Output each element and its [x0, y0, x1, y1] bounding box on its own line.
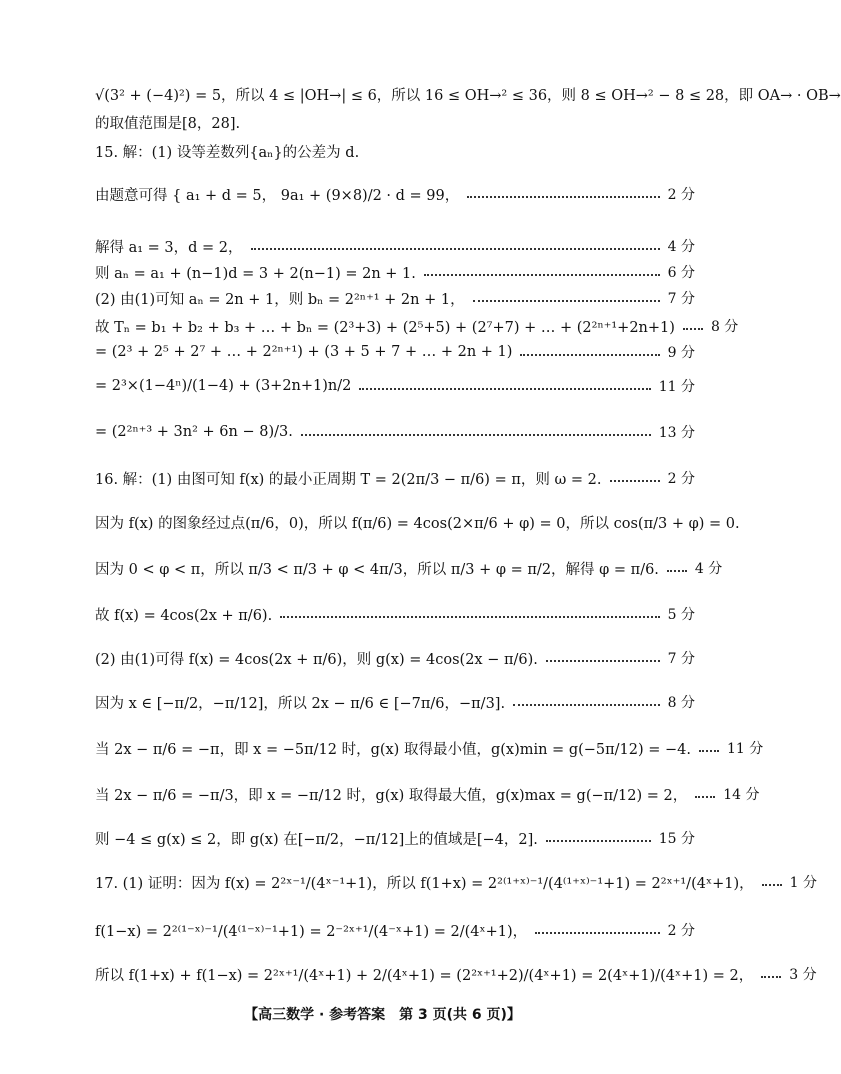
score-label: 3 分	[789, 967, 817, 983]
answer-line-text: 15. 解：(1) 设等差数列{aₙ}的公差为 d.	[95, 144, 360, 161]
score-label: 11 分	[727, 741, 764, 757]
answer-line-text: 所以 f(1+x) + f(1−x) = 2²ˣ⁺¹/(4ˣ+1) + 2/(4ˣ+1) = (2²ˣ⁺¹+2)/(4ˣ+1) = 2(4ˣ+1)/(4ˣ+1) = 2，	[95, 967, 754, 984]
answer-line	[95, 258, 695, 286]
answer-line-text: √(3² + (−4)²) = 5，所以 4 ≤ |OH→| ≤ 6，所以 16 ≤ OH→² ≤ 36，则 8 ≤ OH→² − 8 ≤ 28，即 OA→ · OB→	[95, 87, 841, 104]
score-label: 13 分	[658, 425, 695, 441]
answer-line	[95, 312, 739, 340]
dot-leader	[467, 196, 659, 198]
answer-line-text: 故 f(x) = 4cos(2x + π/6).	[95, 607, 273, 624]
score-label: 2 分	[667, 923, 695, 939]
dot-leader	[424, 274, 660, 276]
answer-line	[95, 284, 695, 312]
score-label: 2 分	[667, 187, 695, 203]
dot-leader	[513, 704, 660, 706]
answer-line-text: (2) 由(1)可得 f(x) = 4cos(2x + π/6)，则 g(x) = 4cos(2x − π/6).	[95, 651, 538, 668]
answer-line-text: 因为 x ∈ [−π/2，−π/12]，所以 2x − π/6 ∈ [−7π/6，−π/3].	[95, 695, 506, 712]
dot-leader	[473, 300, 660, 302]
score-label: 5 分	[667, 607, 695, 623]
answer-line-text: 16. 解：(1) 由图可知 f(x) 的最小正周期 T = 2(2π/3 − π/6) = π，则 ω = 2.	[95, 471, 602, 488]
answer-line	[95, 418, 695, 446]
answer-line	[95, 644, 695, 672]
answer-line-text: = 2³×(1−4ⁿ)/(1−4) + (3+2n+1)n/2	[95, 378, 352, 394]
answer-line	[95, 180, 695, 208]
page-footer: 【高三数学 · 参考答案 第 3 页(共 6 页)】	[244, 1007, 521, 1023]
dot-leader	[535, 932, 659, 934]
answer-line	[95, 464, 695, 492]
answer-line-text: 由题意可得 { a₁ + d = 5， 9a₁ + (9×8)/2 · d = 99，	[95, 187, 460, 204]
score-label: 4 分	[667, 239, 695, 255]
answer-line	[95, 824, 695, 852]
answer-line-text: 17. (1) 证明：因为 f(x) = 2²ˣ⁻¹/(4ˣ⁻¹+1)，所以 f(1+x) = 2²⁽¹⁺ˣ⁾⁻¹/(4⁽¹⁺ˣ⁾⁻¹+1) = 2²ˣ⁺¹/(4ˣ+1)，	[95, 875, 754, 892]
dot-leader	[520, 354, 659, 356]
answer-line-text: = (2³ + 2⁵ + 2⁷ + … + 2²ⁿ⁺¹) + (3 + 5 + 7 + … + 2n + 1)	[95, 344, 513, 360]
answer-line-text: 则 aₙ = a₁ + (n−1)d = 3 + 2(n−1) = 2n + 1.	[95, 265, 416, 282]
score-label: 7 分	[667, 291, 695, 307]
dot-leader	[359, 388, 650, 390]
answer-line-text: 故 Tₙ = b₁ + b₂ + b₃ + … + bₙ = (2³+3) + (2⁵+5) + (2⁷+7) + … + (2²ⁿ⁺¹+2n+1)	[95, 319, 675, 336]
dot-leader	[699, 750, 719, 752]
score-label: 6 分	[667, 265, 695, 281]
answer-line	[95, 372, 695, 400]
answer-line	[95, 916, 695, 944]
answer-line-text: f(1−x) = 2²⁽¹⁻ˣ⁾⁻¹/(4⁽¹⁻ˣ⁾⁻¹+1) = 2⁻²ˣ⁺¹/(4⁻ˣ+1) = 2/(4ˣ+1)，	[95, 923, 528, 940]
score-label: 8 分	[710, 319, 739, 335]
score-label: 4 分	[694, 561, 723, 577]
answer-line-text: 则 −4 ≤ g(x) ≤ 2，即 g(x) 在[−π/2，−π/12]上的值域是[−4，2].	[95, 831, 538, 848]
score-label: 11 分	[658, 379, 695, 395]
answer-line-text: 因为 f(x) 的图象经过点(π/6，0)，所以 f(π/6) = 4cos(2×π/6 + φ) = 0，所以 cos(π/3 + φ) = 0.	[95, 515, 740, 532]
answer-line	[95, 780, 760, 808]
answer-line-text: = (2²ⁿ⁺³ + 3n² + 6n − 8)/3.	[95, 424, 293, 440]
answer-line-text: 因为 0 < φ < π，所以 π/3 < π/3 + φ < 4π/3，所以 π/3 + φ = π/2，解得 φ = π/6.	[95, 561, 659, 578]
answer-line	[95, 600, 695, 628]
answer-line-text: 当 2x − π/6 = −π/3，即 x = −π/12 时，g(x) 取得最大值，g(x)max = g(−π/12) = 2，	[95, 787, 688, 804]
answer-line	[95, 108, 695, 136]
answer-line-text: 当 2x − π/6 = −π，即 x = −5π/12 时，g(x) 取得最小值，g(x)min = g(−5π/12) = −4.	[95, 741, 692, 758]
score-label: 1 分	[789, 875, 817, 891]
dot-leader	[683, 328, 703, 330]
answer-line	[95, 338, 695, 366]
score-label: 8 分	[667, 695, 695, 711]
score-label: 2 分	[667, 471, 695, 487]
dot-leader	[251, 248, 660, 250]
dot-leader	[667, 570, 687, 572]
dot-leader	[695, 796, 715, 798]
answer-line	[95, 554, 723, 582]
dot-leader	[610, 480, 660, 482]
dot-leader	[761, 976, 781, 978]
answer-line-text: (2) 由(1)可知 aₙ = 2n + 1，则 bₙ = 2²ⁿ⁺¹ + 2n + 1，	[95, 291, 465, 308]
answer-line	[95, 688, 695, 716]
answer-line	[95, 734, 764, 762]
dot-leader	[762, 884, 782, 886]
answer-line	[95, 137, 695, 165]
score-label: 14 分	[723, 787, 760, 803]
answer-line	[95, 960, 817, 988]
answer-line	[95, 868, 817, 896]
dot-leader	[280, 616, 659, 618]
answer-line	[95, 232, 695, 260]
score-label: 15 分	[658, 831, 695, 847]
dot-leader	[301, 434, 651, 436]
dot-leader	[546, 840, 651, 842]
dot-leader	[546, 660, 660, 662]
score-label: 7 分	[667, 651, 695, 667]
answer-line-text: 的取值范围是[8，28].	[95, 115, 241, 132]
score-label: 9 分	[667, 345, 695, 361]
answer-line-text: 解得 a₁ = 3，d = 2，	[95, 239, 243, 256]
answer-line	[95, 508, 740, 536]
answer-line	[95, 80, 841, 108]
